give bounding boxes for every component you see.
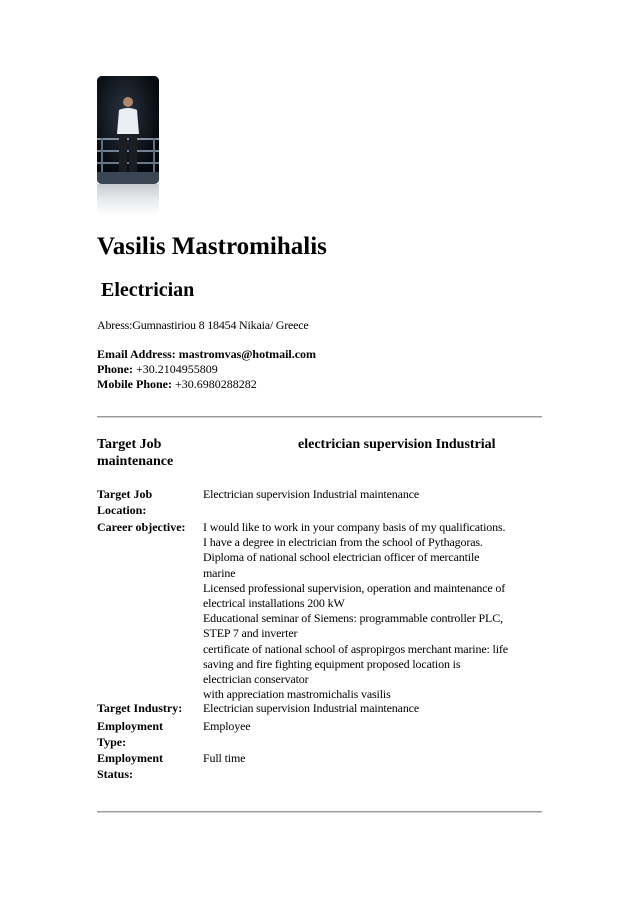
profile-photo [97, 76, 159, 216]
career-line: Diploma of national school electrician officer of mercantile [203, 550, 480, 565]
target-location-value [203, 487, 543, 502]
target-job-value-continuation: maintenance [97, 454, 174, 469]
section-divider-bottom [97, 811, 542, 812]
target-job-label: Target Job [97, 437, 162, 452]
target-industry-text: Electrician supervision Industrial maintenance [203, 701, 420, 715]
employment-type-text: Employee [203, 719, 251, 733]
career-line: Licensed professional supervision, operation and maintenance of [203, 580, 506, 595]
email-value: mastromvas@hotmail.com [178, 347, 317, 361]
career-line: marine [203, 565, 236, 580]
career-line: I would like to work in your company basis of my qualifications. [203, 520, 506, 534]
career-line: saving and fire fighting equipment proposed location is [203, 656, 461, 671]
employment-type-value [203, 719, 543, 734]
career-objective-value [203, 520, 543, 702]
candidate-name: Vasilis Mastromihalis [97, 233, 327, 260]
target-industry-value [203, 701, 543, 716]
phone-value: +30.2104955809 [136, 362, 218, 376]
career-line: certificate of national school of aspropirgos merchant marine: life [203, 641, 508, 656]
mobile-label: Mobile Phone: [97, 377, 172, 391]
email-line [97, 347, 316, 362]
employment-status-value [203, 751, 543, 766]
mobile-value: +30.6980288282 [175, 377, 257, 391]
target-job-value: electrician supervision Industrial [298, 437, 496, 452]
career-line: electrical installations 200 kW [203, 596, 345, 611]
career-objective-label: Career objective: [97, 520, 186, 534]
employment-type-label: Employment Type: [97, 719, 163, 749]
career-line: STEP 7 and inverter [203, 626, 298, 641]
mobile-line [97, 377, 257, 392]
career-line: electrician conservator [203, 672, 309, 687]
employment-status-text: Full time [203, 751, 246, 765]
profile-photo-image [97, 76, 159, 184]
phone-line [97, 362, 218, 377]
target-location-text: Electrician supervision Industrial maintenance [203, 487, 420, 501]
candidate-title: Electrician [101, 279, 195, 301]
candidate-address: Abress:Gumnastiriou 8 18454 Nikaia/ Greece [97, 318, 309, 332]
email-label: Email Address: [97, 347, 176, 361]
section-divider-top [97, 416, 542, 417]
employment-status-label: Employment Status: [97, 751, 163, 781]
phone-label: Phone: [97, 362, 133, 376]
target-location-label: Target Job Location: [97, 487, 153, 517]
career-line: Educational seminar of Siemens: programmable controller PLC, [203, 611, 503, 626]
career-line: I have a degree in electrician from the school of Pythagoras. [203, 535, 483, 550]
career-line: with appreciation mastromichalis vasilis [203, 687, 391, 702]
profile-photo-reflection [97, 184, 159, 216]
target-industry-label: Target Industry: [97, 701, 183, 715]
